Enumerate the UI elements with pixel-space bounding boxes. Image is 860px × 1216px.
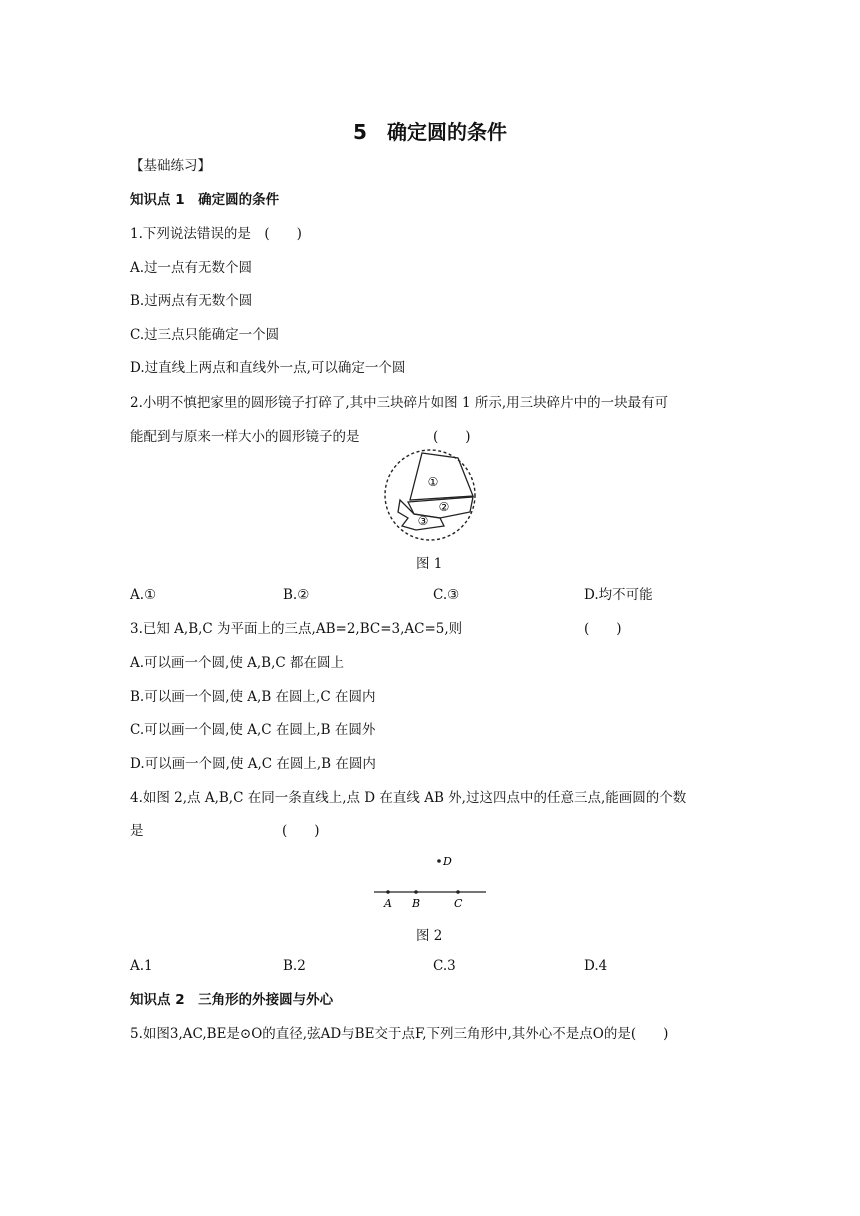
q2-stem-line2: 能配到与原来一样大小的圆形镜子的是 <box>130 429 360 445</box>
q3-option-b: B.可以画一个圆,使 A,B 在圆上,C 在圆内 <box>130 689 376 705</box>
q4-stem-line1: 4.如图 2,点 A,B,C 在同一条直线上,点 D 在直线 AB 外,过这四点中的任意三点,能画圆的个数 <box>130 790 687 806</box>
figure-1-broken-mirror <box>380 448 480 542</box>
q2-option-c: C.③ <box>433 587 460 603</box>
q2-option-a: A.① <box>130 587 157 603</box>
point-c <box>456 890 460 894</box>
q3-option-d: D.可以画一个圆,使 A,C 在圆上,B 在圆内 <box>130 756 376 772</box>
knowledge-point-1: 知识点 1 确定圆的条件 <box>130 192 280 208</box>
q1-option-d: D.过直线上两点和直线外一点,可以确定一个圆 <box>130 360 406 376</box>
q4-answer-paren: ( ) <box>282 823 320 839</box>
fragment-1-label: ① <box>427 475 439 489</box>
q4-option-d: D.4 <box>584 958 608 974</box>
q4-option-b: B.2 <box>283 958 306 974</box>
q3-option-a: A.可以画一个圆,使 A,B,C 都在圆上 <box>130 655 344 671</box>
figure-2-points-on-line <box>370 850 490 912</box>
q2-option-d: D.均不可能 <box>584 587 653 603</box>
q2-option-b: B.② <box>283 587 310 603</box>
point-c-label: C <box>454 897 463 910</box>
knowledge-point-2: 知识点 2 三角形的外接圆与外心 <box>130 992 334 1008</box>
section-heading: 【基础练习】 <box>130 158 211 174</box>
point-b-label: B <box>412 897 421 910</box>
figure-2-caption: 图 2 <box>416 928 443 944</box>
fragment-1-shape <box>410 453 473 500</box>
point-a <box>386 890 390 894</box>
point-b <box>414 890 418 894</box>
fragment-2-label: ② <box>438 500 450 514</box>
page-title: 5 确定圆的条件 <box>353 120 507 144</box>
q3-answer-paren: ( ) <box>584 621 622 637</box>
q2-stem-line1: 2.小明不慎把家里的圆形镜子打碎了,其中三块碎片如图 1 所示,用三块碎片中的一块最有可 <box>130 395 669 411</box>
q3-option-c: C.可以画一个圆,使 A,C 在圆上,B 在圆外 <box>130 722 376 738</box>
q1-option-b: B.过两点有无数个圆 <box>130 293 253 309</box>
q1-stem: 1.下列说法错误的是 ( ) <box>130 226 302 242</box>
q2-answer-paren: ( ) <box>433 429 471 445</box>
point-a-label: A <box>384 897 392 910</box>
mirror-outline-circle <box>385 450 475 540</box>
q1-option-a: A.过一点有无数个圆 <box>130 260 253 276</box>
q4-option-a: A.1 <box>130 958 153 974</box>
fragment-3-label: ③ <box>417 514 429 528</box>
q1-option-c: C.过三点只能确定一个圆 <box>130 327 280 343</box>
q4-stem-line2: 是 <box>130 823 144 839</box>
q5-stem: 5.如图3,AC,BE是⊙O的直径,弦AD与BE交于点F,下列三角形中,其外心不是点O的是( ) <box>130 1026 669 1042</box>
q3-stem: 3.已知 A,B,C 为平面上的三点,AB=2,BC=3,AC=5,则 <box>130 621 463 637</box>
figure-1-caption: 图 1 <box>416 556 443 572</box>
q4-option-c: C.3 <box>433 958 456 974</box>
point-d <box>437 859 441 863</box>
point-d-label: D <box>443 855 452 868</box>
